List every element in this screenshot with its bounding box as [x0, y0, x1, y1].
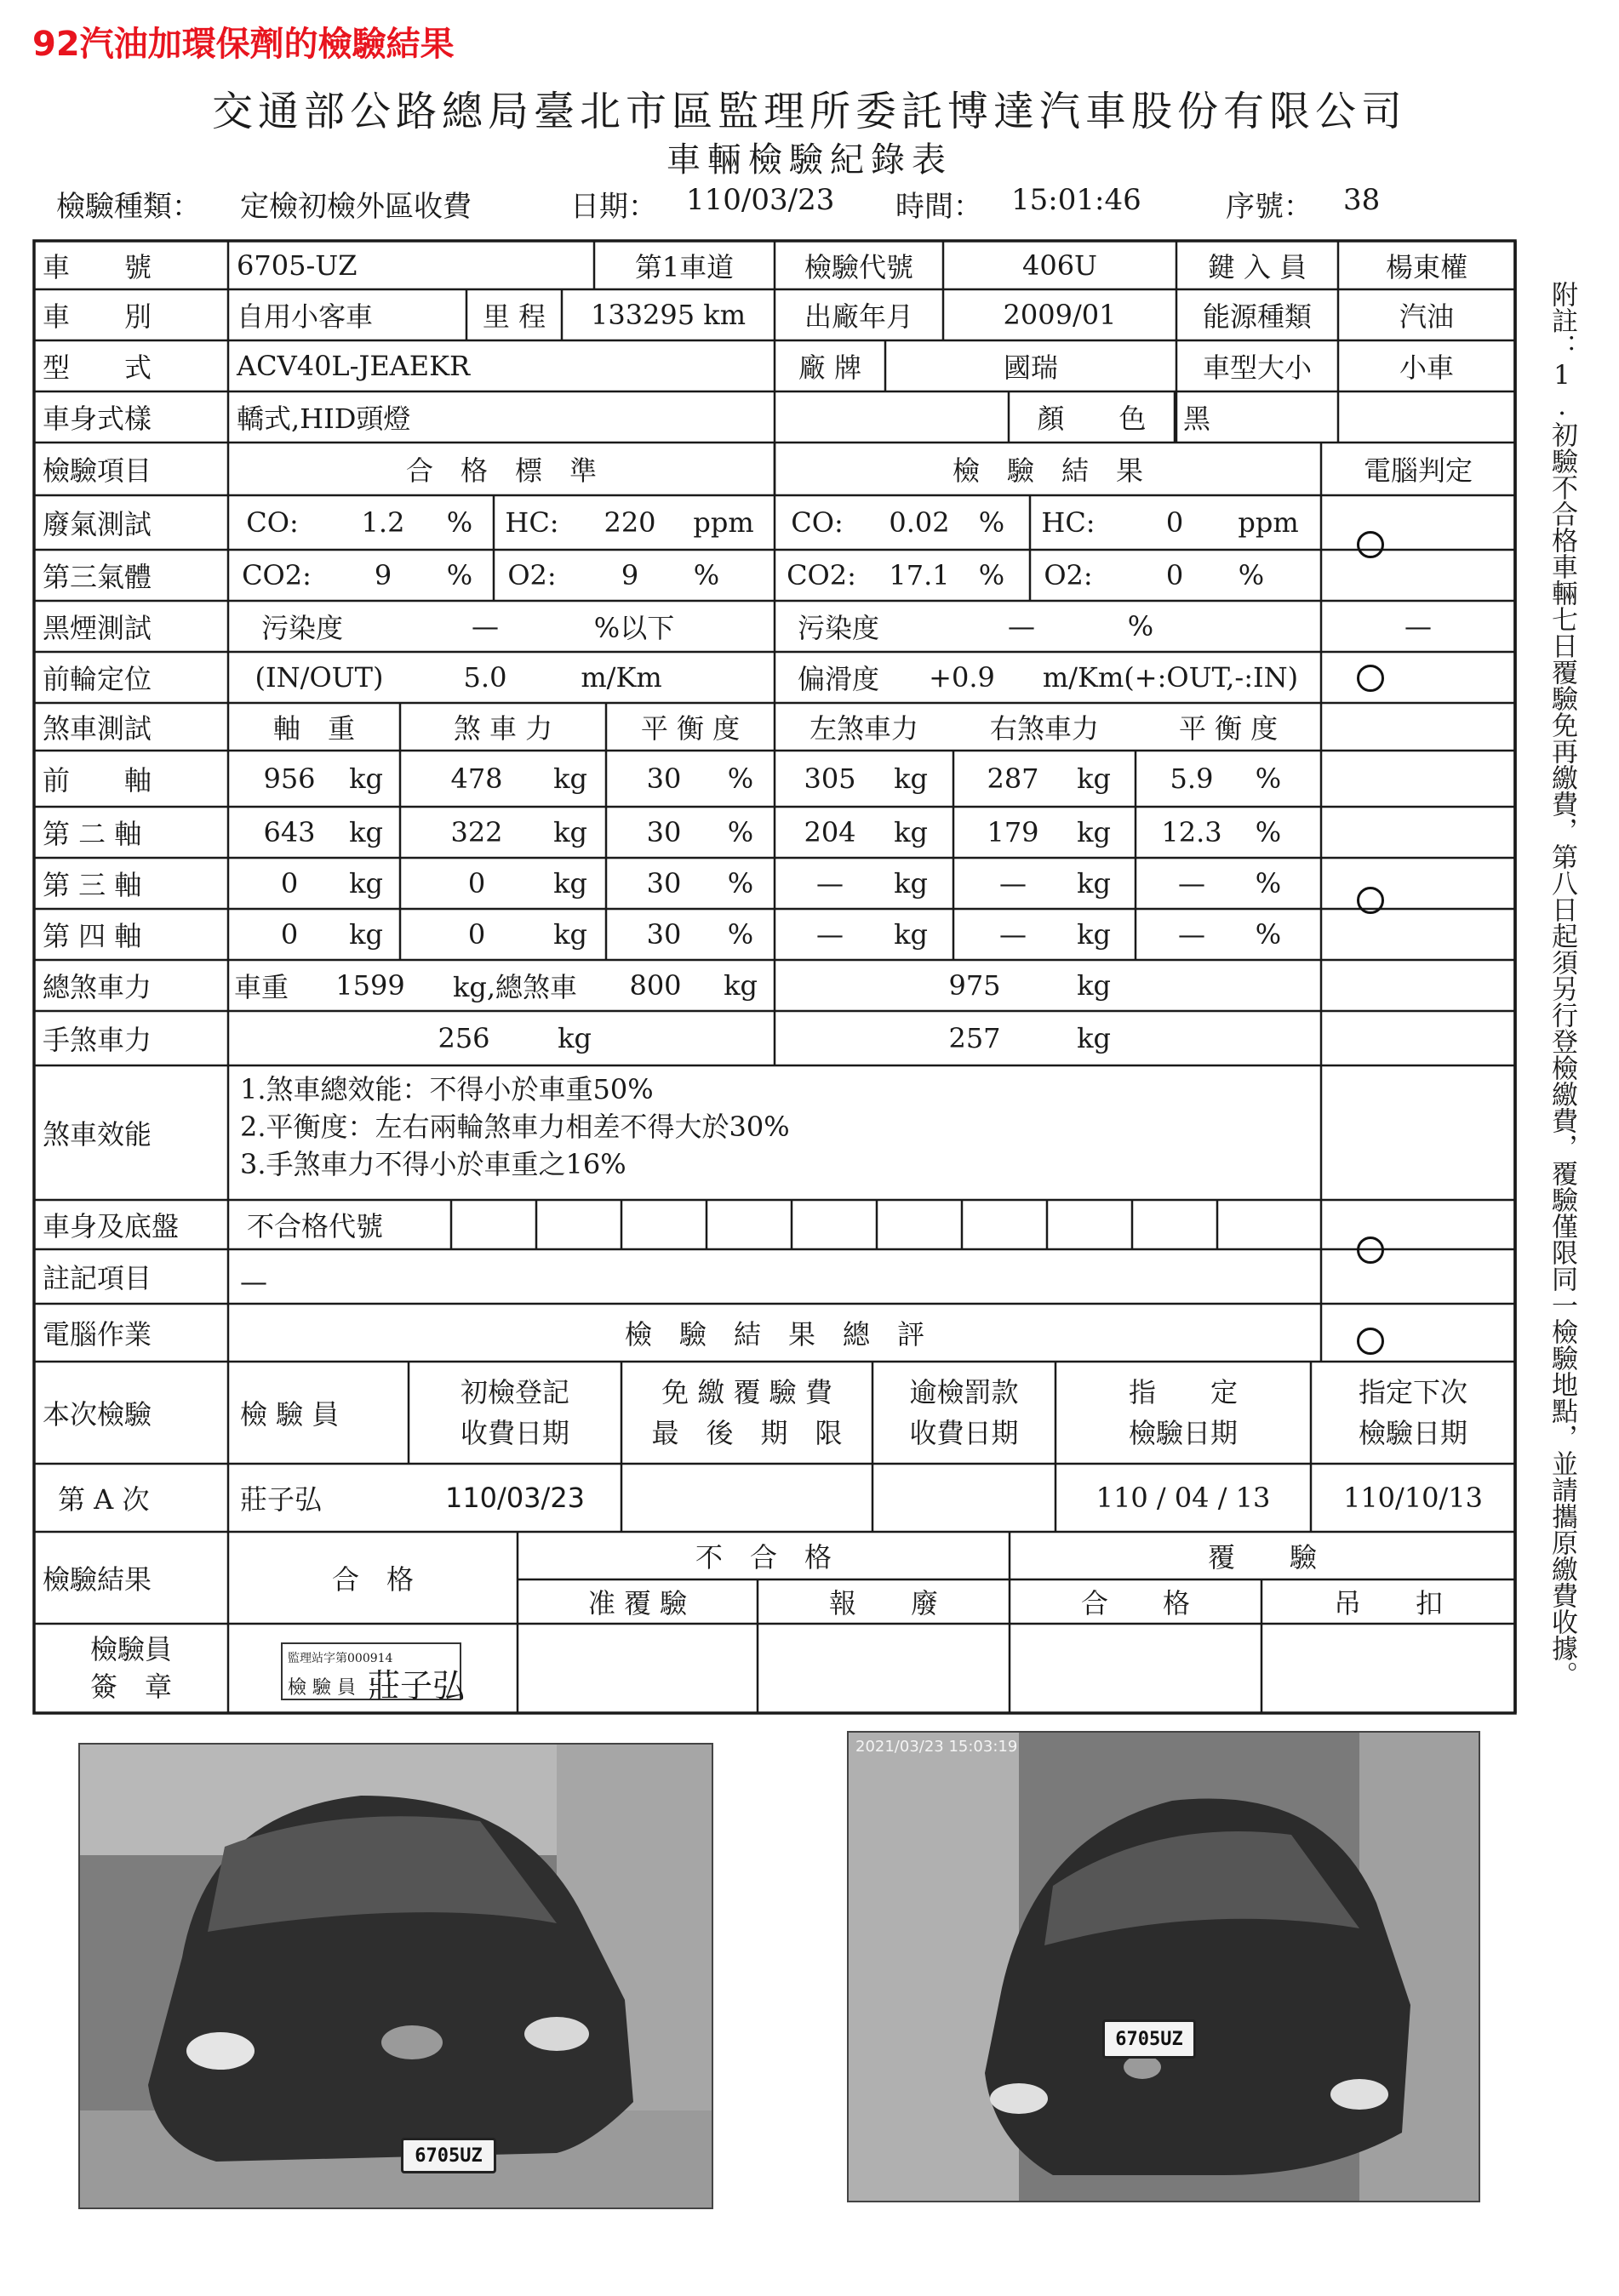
- mfg-date: 2009/01: [1003, 299, 1117, 331]
- axle-balance-result: —: [1178, 918, 1205, 951]
- std-o2-label: O2:: [507, 559, 557, 591]
- axle-load-unit: kg: [349, 867, 383, 900]
- gas3-label: 第三氣體: [43, 561, 152, 593]
- total-brake-res-unit: kg: [1077, 969, 1111, 1002]
- car-photo-1-graphic: [80, 1745, 713, 2209]
- model: ACV40L-JEAEKR: [237, 350, 471, 382]
- inspector-header: 檢 驗 員: [240, 1398, 340, 1431]
- axle-brake-force-unit: kg: [553, 816, 587, 848]
- total-brake-c: kg,總煞車: [452, 971, 578, 1003]
- alignment-std-b: 5.0: [463, 661, 507, 694]
- axle-balance-result-unit: %: [1255, 867, 1282, 900]
- registration-date: 110/03/23: [444, 1482, 586, 1514]
- axle-name: 第 四 軸: [43, 920, 142, 952]
- smoke-std-b: —: [472, 610, 499, 643]
- signature-label-a: 檢驗員: [89, 1633, 172, 1665]
- hand-brake-label: 手煞車力: [43, 1024, 152, 1056]
- res-hc-unit: ppm: [1238, 506, 1299, 539]
- axle-right-brake-unit: kg: [1077, 867, 1111, 900]
- exhaust-label: 廢氣測試: [43, 508, 152, 540]
- pass-mark-exhaust: [1357, 531, 1384, 558]
- axle-balance-result-unit: %: [1255, 918, 1282, 951]
- axle-balance-std-unit: %: [727, 816, 754, 848]
- std-hc-value: 220: [604, 506, 656, 539]
- hand-brake-std: 256: [438, 1022, 490, 1054]
- vehicle-weight: 1599: [335, 969, 405, 1002]
- form-title: 車輛檢驗紀錄表: [666, 140, 953, 180]
- res-o2-unit: %: [1238, 559, 1265, 591]
- axle-load: 643: [263, 816, 316, 848]
- color-label: 顏 色: [1037, 403, 1147, 435]
- inspection-code: 406U: [1021, 248, 1098, 282]
- alignment-std-c: m/Km: [581, 661, 662, 694]
- axle-right-brake: 179: [987, 816, 1039, 848]
- fee-waiver-header-b: 最 後 期 限: [651, 1417, 843, 1449]
- axle-balance-std: 30: [646, 918, 682, 951]
- smoke-res-b: —: [1008, 610, 1035, 643]
- photo-timestamp: 2021/03/23 15:03:19: [855, 1738, 1018, 1756]
- pass-mark-chassis: [1357, 1237, 1384, 1264]
- computer-label: 電腦作業: [43, 1318, 152, 1351]
- axle-right-brake-unit: kg: [1077, 918, 1111, 951]
- seq-label: 序號：: [1226, 190, 1313, 224]
- alignment-label: 前輪定位: [43, 663, 152, 695]
- organization-title: 交通部公路總局臺北市區監理所委託博達汽車股份有限公司: [211, 88, 1407, 135]
- judge-header: 電腦判定: [1363, 454, 1473, 487]
- axle-balance-result: 5.9: [1170, 762, 1214, 795]
- hand-brake-res-unit: kg: [1077, 1022, 1111, 1054]
- pass-mark-overall: [1357, 1328, 1384, 1355]
- time-label: 時間：: [895, 190, 982, 224]
- page-title: 92汽油加環保劑的檢驗結果: [32, 25, 455, 64]
- res-co-unit: %: [978, 506, 1005, 539]
- axle-right-brake-unit: kg: [1077, 816, 1111, 848]
- axle-load: 956: [263, 762, 316, 795]
- size-label: 車型大小: [1202, 351, 1312, 384]
- reg-date-header-a: 初檢登記: [460, 1376, 569, 1408]
- next-date-header-b: 檢驗日期: [1358, 1417, 1467, 1449]
- brand-label: 廠 牌: [798, 351, 862, 384]
- mfg-label: 出廠年月: [804, 300, 913, 333]
- stamp-line-b: 檢 驗 員: [288, 1677, 356, 1699]
- res-o2-label: O2:: [1044, 559, 1093, 591]
- brake-rule-2: 2.平衡度：左右兩輪煞車力相差不得大於30%: [240, 1111, 790, 1143]
- chassis-label: 車身及底盤: [43, 1210, 180, 1242]
- this-inspection-label: 本次檢驗: [43, 1398, 152, 1431]
- keyin-name: 楊東權: [1385, 250, 1467, 283]
- result-header: 檢 驗 結 果: [952, 454, 1143, 487]
- brand: 國瑞: [1003, 351, 1058, 384]
- axle-brake-force: 478: [450, 762, 503, 795]
- energy-label: 能源種類: [1202, 300, 1312, 333]
- axle-load-unit: kg: [349, 762, 383, 795]
- axle-load-unit: kg: [349, 918, 383, 951]
- axle-brake-force-unit: kg: [553, 867, 587, 900]
- std-o2-unit: %: [693, 559, 720, 591]
- inspection-type-value: 定檢初檢外區收費: [240, 190, 472, 224]
- smoke-std-c: %以下: [593, 612, 675, 644]
- axle-balance-result-unit: %: [1255, 762, 1282, 795]
- axle-name: 前 軸: [43, 764, 152, 797]
- std-hc-unit: ppm: [693, 506, 754, 539]
- designated-header-a: 指 定: [1128, 1376, 1238, 1408]
- vehicle-photo-front-left: [78, 1743, 713, 2209]
- smoke-res-a: 污染度: [797, 612, 879, 644]
- reg-date-header-b: 收費日期: [460, 1417, 569, 1449]
- axle-brake-force: 0: [467, 867, 486, 900]
- smoke-res-c: %: [1127, 610, 1154, 643]
- brake-rule-1: 1.煞車總效能：不得小於車重50%: [240, 1073, 654, 1105]
- mileage: 133295 km: [590, 299, 747, 331]
- res-hc-label: HC:: [1041, 506, 1096, 539]
- time-value: 15:01:46: [1011, 183, 1141, 217]
- axle-right-brake: —: [999, 867, 1027, 900]
- vehicle-size: 小車: [1399, 351, 1454, 384]
- axle-left-brake-unit: kg: [894, 867, 928, 900]
- axle-load: 0: [280, 867, 299, 900]
- stamp-name: 莊子弘: [368, 1667, 466, 1705]
- std-o2-value: 9: [621, 559, 639, 591]
- alignment-res-c: m/Km(+:OUT,-:IN): [1042, 661, 1299, 694]
- lane: 第1車道: [634, 250, 735, 283]
- remarks-label: 註記項目: [43, 1262, 152, 1294]
- axle-load-unit: kg: [349, 816, 383, 848]
- final-recheck-pass: 合 格: [1080, 1587, 1190, 1619]
- items-header-label: 檢驗項目: [43, 454, 152, 487]
- axle-name: 第 三 軸: [43, 869, 142, 901]
- axle-load-header: 軸 重: [272, 712, 355, 745]
- brake-rule-3: 3.手煞車力不得小於車重之16%: [240, 1148, 626, 1180]
- axle-balance-std: 30: [646, 816, 682, 848]
- total-brake-std: 800: [629, 969, 682, 1002]
- axle-left-brake: 305: [804, 762, 856, 795]
- inspector-stamp: [281, 1642, 466, 1705]
- std-co-value: 1.2: [361, 506, 405, 539]
- brake-force-header: 煞 車 力: [453, 712, 553, 745]
- designated-date: 110 / 04 / 13: [1096, 1482, 1271, 1514]
- axle-left-brake: —: [816, 918, 844, 951]
- std-co-unit: %: [446, 506, 473, 539]
- axle-balance-std: 30: [646, 762, 682, 795]
- axle-balance-result: —: [1178, 867, 1205, 900]
- axle-balance-std: 30: [646, 867, 682, 900]
- axle-balance-std-unit: %: [727, 918, 754, 951]
- vehicle-photo-front-right: [847, 1731, 1480, 2202]
- vehicle-class: 自用小客車: [237, 300, 374, 333]
- res-o2-value: 0: [1165, 559, 1184, 591]
- final-recheck-header: 覆 驗: [1207, 1541, 1317, 1574]
- keyin-label: 鍵 入 員: [1207, 250, 1307, 283]
- mileage-label: 里 程: [482, 300, 546, 333]
- computer-summary: 檢 驗 結 果 總 評: [624, 1318, 924, 1351]
- brake-performance-rules: [240, 1071, 790, 1183]
- std-co2-value: 9: [374, 559, 392, 591]
- total-brake-label: 總煞車力: [43, 971, 152, 1003]
- std-co-label: CO:: [246, 506, 299, 539]
- car-photo-2-graphic: [849, 1733, 1480, 2202]
- plate-label: 車 號: [43, 250, 152, 283]
- hand-brake-std-unit: kg: [558, 1022, 592, 1054]
- class-label: 車 別: [43, 300, 152, 333]
- vehicle-color: 黑: [1183, 403, 1211, 435]
- inspection-code-label: 檢驗代號: [804, 250, 913, 283]
- std-co2-label: CO2:: [242, 559, 312, 591]
- res-co-value: 0.02: [889, 506, 950, 539]
- axle-brake-force-unit: kg: [553, 762, 587, 795]
- total-brake-unit: kg: [724, 969, 758, 1002]
- axle-load: 0: [280, 918, 299, 951]
- axle-name: 第 二 軸: [43, 818, 142, 850]
- res-co2-unit: %: [978, 559, 1005, 591]
- std-hc-label: HC:: [505, 506, 559, 539]
- alignment-std-a: (IN/OUT): [255, 661, 384, 694]
- res-co-label: CO:: [791, 506, 844, 539]
- pass-mark-alignment: [1357, 665, 1384, 692]
- designated-header-b: 檢驗日期: [1128, 1417, 1238, 1449]
- model-label: 型 式: [43, 351, 152, 384]
- axle-balance-result-unit: %: [1255, 816, 1282, 848]
- inspection-type-label: 檢驗種類：: [56, 190, 201, 224]
- plate-front-2: 6705UZ: [1102, 2019, 1196, 2059]
- axle-left-brake-unit: kg: [894, 762, 928, 795]
- hand-brake-result: 257: [948, 1022, 1001, 1054]
- axle-left-brake-unit: kg: [894, 816, 928, 848]
- pass-mark-brake: [1357, 887, 1384, 914]
- date-label: 日期：: [570, 190, 657, 224]
- brake-performance-label: 煞車效能: [43, 1118, 152, 1151]
- smoke-label: 黑煙測試: [43, 612, 152, 644]
- fee-waiver-header-a: 免 繳 覆 驗 費: [661, 1376, 832, 1408]
- res-hc-value: 0: [1165, 506, 1184, 539]
- brake-test-label: 煞車測試: [43, 712, 152, 745]
- total-brake-result: 975: [948, 969, 1001, 1002]
- remarks-value: —: [240, 1265, 267, 1298]
- next-inspection-date: 110/10/13: [1342, 1482, 1484, 1514]
- date-value: 110/03/23: [686, 183, 835, 217]
- side-note: 附註：1.初驗不合格車輛七日覆驗免再繳費，第八日起須另行登檢繳費，覆驗僅限同一檢驗地點，並請攜原繳費收據。: [1547, 281, 1577, 1688]
- final-pass: 合 格: [331, 1563, 414, 1596]
- final-suspend: 吊 扣: [1333, 1587, 1443, 1619]
- right-brake-header: 右煞車力: [989, 712, 1099, 745]
- plate-number: 6705-UZ: [237, 248, 358, 282]
- penalty-header-b: 收費日期: [909, 1417, 1019, 1449]
- alignment-res-b: +0.9: [929, 661, 995, 694]
- body-style: 轎式,HID頭燈: [237, 403, 411, 435]
- standard-header: 合 格 標 準: [405, 454, 597, 487]
- axle-brake-force-unit: kg: [553, 918, 587, 951]
- final-recheck-allowed: 准 覆 驗: [587, 1587, 688, 1619]
- axle-left-brake: 204: [804, 816, 856, 848]
- alignment-res-a: 偏滑度: [797, 663, 879, 695]
- energy-type: 汽油: [1399, 300, 1454, 333]
- axle-balance-std-unit: %: [727, 867, 754, 900]
- stamp-line-a: 監理站字第000914: [288, 1652, 393, 1665]
- axle-brake-force: 0: [467, 918, 486, 951]
- inspection-round: 第 A 次: [58, 1483, 150, 1516]
- seq-value: 38: [1343, 183, 1381, 217]
- inspector-name: 莊子弘: [240, 1483, 323, 1516]
- total-brake-a: 車重: [233, 971, 289, 1003]
- final-scrap: 報 廢: [828, 1587, 938, 1619]
- res-balance-header: 平 衡 度: [1178, 712, 1279, 745]
- axle-right-brake-unit: kg: [1077, 762, 1111, 795]
- axle-balance-result: 12.3: [1161, 816, 1222, 848]
- axle-balance-std-unit: %: [727, 762, 754, 795]
- std-co2-unit: %: [446, 559, 473, 591]
- penalty-header-a: 逾檢罰款: [909, 1376, 1019, 1408]
- axle-brake-force: 322: [450, 816, 503, 848]
- fail-code-label: 不合格代號: [247, 1210, 384, 1242]
- left-brake-header: 左煞車力: [809, 712, 918, 745]
- axle-right-brake: —: [999, 918, 1027, 951]
- smoke-std-a: 污染度: [260, 612, 343, 644]
- smoke-judge: —: [1404, 610, 1432, 643]
- signature-label-b: 簽 章: [89, 1671, 172, 1703]
- body-label: 車身式樣: [43, 403, 152, 435]
- final-result-label: 檢驗結果: [43, 1563, 152, 1596]
- axle-right-brake: 287: [987, 762, 1039, 795]
- res-co2-label: CO2:: [787, 559, 856, 591]
- balance-header: 平 衡 度: [640, 712, 741, 745]
- res-co2-value: 17.1: [889, 559, 950, 591]
- next-date-header-a: 指定下次: [1358, 1376, 1467, 1408]
- plate-front-1: 6705UZ: [401, 2138, 496, 2173]
- final-fail-header: 不 合 格: [695, 1541, 832, 1574]
- axle-left-brake: —: [816, 867, 844, 900]
- axle-left-brake-unit: kg: [894, 918, 928, 951]
